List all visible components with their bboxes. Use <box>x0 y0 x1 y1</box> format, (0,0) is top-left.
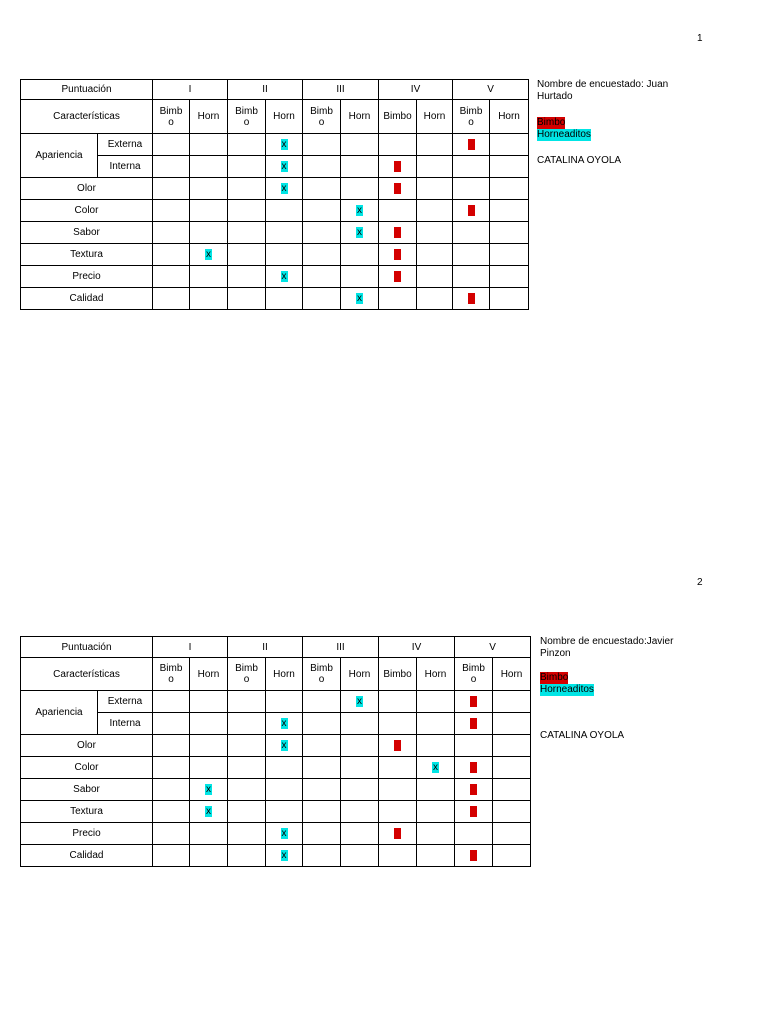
score-cell <box>228 134 266 156</box>
sub-header: Bimb o <box>455 658 493 691</box>
score-cell <box>455 823 493 845</box>
score-cell <box>190 222 228 244</box>
mark-horneaditos: x <box>281 139 287 150</box>
score-cell <box>153 222 190 244</box>
row-label: Textura <box>21 244 153 266</box>
sub-header: Bimb o <box>153 658 190 691</box>
score-cell <box>153 200 190 222</box>
score-cell <box>490 244 529 266</box>
header-score: IV <box>379 637 455 658</box>
sub-header: Horn <box>190 100 228 134</box>
score-cell <box>341 134 379 156</box>
score-cell <box>490 200 529 222</box>
score-cell <box>153 134 190 156</box>
score-cell <box>303 713 341 735</box>
score-cell <box>379 691 417 713</box>
header-puntuacion: Puntuación <box>21 80 153 100</box>
score-cell <box>341 288 379 310</box>
score-cell <box>190 200 228 222</box>
score-cell <box>153 244 190 266</box>
respondent-name: Nombre de encuestado: Juan Hurtado <box>537 79 669 102</box>
score-cell <box>190 266 228 288</box>
score-cell <box>303 845 341 867</box>
header-caracteristicas: Características <box>21 100 153 134</box>
legend-bimbo: Bimbo <box>540 672 569 683</box>
score-cell <box>417 713 455 735</box>
score-cell <box>266 156 303 178</box>
score-cell <box>417 779 455 801</box>
score-cell <box>379 735 417 757</box>
score-cell <box>453 222 490 244</box>
score-cell <box>453 244 490 266</box>
survey-info <box>540 636 690 742</box>
score-cell <box>153 288 190 310</box>
score-cell <box>417 200 453 222</box>
score-cell <box>303 757 341 779</box>
table-row <box>21 244 529 266</box>
mark-bimbo: x <box>471 718 477 729</box>
score-cell <box>228 845 266 867</box>
legend-bimbo: Bimbo <box>537 117 566 128</box>
mark-bimbo: x <box>468 139 474 150</box>
legend-horneaditos: Horneaditos <box>537 129 591 140</box>
score-cell <box>341 200 379 222</box>
score-cell <box>453 266 490 288</box>
score-cell <box>493 735 531 757</box>
score-cell <box>379 200 417 222</box>
score-cell <box>455 691 493 713</box>
mark-horneaditos: x <box>357 293 363 304</box>
row-label-sub: Interna <box>98 156 153 178</box>
score-cell <box>266 288 303 310</box>
score-cell <box>190 691 228 713</box>
table-row <box>21 134 529 156</box>
score-cell <box>228 823 266 845</box>
score-cell <box>153 178 190 200</box>
score-cell <box>379 845 417 867</box>
score-cell <box>341 823 379 845</box>
score-cell <box>190 757 228 779</box>
score-cell <box>453 134 490 156</box>
score-cell <box>341 691 379 713</box>
mark-bimbo: x <box>471 696 477 707</box>
mark-horneaditos: x <box>206 249 212 260</box>
score-cell <box>228 156 266 178</box>
score-cell <box>455 735 493 757</box>
mark-bimbo: x <box>468 205 474 216</box>
score-cell <box>266 735 303 757</box>
score-cell <box>341 757 379 779</box>
score-cell <box>379 178 417 200</box>
score-cell <box>455 801 493 823</box>
score-cell <box>303 156 341 178</box>
score-cell <box>417 757 455 779</box>
score-cell <box>153 757 190 779</box>
score-cell <box>153 691 190 713</box>
sub-header: Horn <box>417 100 453 134</box>
sub-header: Horn <box>493 658 531 691</box>
mark-bimbo: x <box>395 740 401 751</box>
score-cell <box>341 178 379 200</box>
score-cell <box>266 713 303 735</box>
score-cell <box>493 757 531 779</box>
score-cell <box>379 801 417 823</box>
sub-header: Bimbo <box>379 658 417 691</box>
score-cell <box>303 200 341 222</box>
sub-header: Bimb o <box>453 100 490 134</box>
mark-horneaditos: x <box>281 850 287 861</box>
mark-horneaditos: x <box>357 227 363 238</box>
table-row <box>21 178 529 200</box>
score-cell <box>266 266 303 288</box>
score-cell <box>379 266 417 288</box>
row-label: Olor <box>21 178 153 200</box>
mark-bimbo: x <box>471 806 477 817</box>
score-cell <box>417 288 453 310</box>
row-label: Olor <box>21 735 153 757</box>
sub-header: Bimb o <box>303 100 341 134</box>
score-cell <box>493 801 531 823</box>
score-cell <box>153 845 190 867</box>
score-cell <box>228 757 266 779</box>
score-cell <box>266 244 303 266</box>
score-cell <box>490 178 529 200</box>
row-label-sub: Externa <box>98 134 153 156</box>
score-cell <box>228 713 266 735</box>
score-cell <box>417 156 453 178</box>
score-cell <box>266 200 303 222</box>
table-row <box>21 845 531 867</box>
sub-header: Horn <box>266 658 303 691</box>
sub-header: Bimb o <box>153 100 190 134</box>
mark-bimbo: x <box>395 271 401 282</box>
score-cell <box>303 222 341 244</box>
score-cell <box>341 266 379 288</box>
score-cell <box>490 134 529 156</box>
score-cell <box>266 757 303 779</box>
surveyor-name: CATALINA OYOLA <box>540 730 625 741</box>
row-label: Color <box>21 757 153 779</box>
header-puntuacion: Puntuación <box>21 637 153 658</box>
score-cell <box>303 735 341 757</box>
score-cell <box>266 178 303 200</box>
score-cell <box>453 178 490 200</box>
score-cell <box>266 134 303 156</box>
score-cell <box>228 178 266 200</box>
score-cell <box>493 691 531 713</box>
row-label: Sabor <box>21 779 153 801</box>
mark-horneaditos: x <box>281 718 287 729</box>
mark-horneaditos: x <box>281 740 287 751</box>
table-row <box>21 156 529 178</box>
page-number: 2 <box>697 577 703 588</box>
table-row <box>21 801 531 823</box>
score-cell <box>453 156 490 178</box>
score-cell <box>379 288 417 310</box>
header-score: I <box>153 637 228 658</box>
mark-horneaditos: x <box>357 205 363 216</box>
header-caracteristicas: Características <box>21 658 153 691</box>
score-cell <box>266 801 303 823</box>
table-row <box>21 713 531 735</box>
score-cell <box>417 823 455 845</box>
score-cell <box>190 779 228 801</box>
mark-bimbo: x <box>395 828 401 839</box>
mark-bimbo: x <box>471 762 477 773</box>
mark-bimbo: x <box>395 183 401 194</box>
score-cell <box>417 735 455 757</box>
score-cell <box>417 801 455 823</box>
mark-horneaditos: x <box>357 696 363 707</box>
sub-header: Horn <box>266 100 303 134</box>
score-cell <box>190 288 228 310</box>
table-row <box>21 757 531 779</box>
score-cell <box>303 288 341 310</box>
score-cell <box>303 178 341 200</box>
score-cell <box>379 779 417 801</box>
score-cell <box>379 156 417 178</box>
score-cell <box>228 200 266 222</box>
score-cell <box>341 801 379 823</box>
score-cell <box>228 244 266 266</box>
mark-horneaditos: x <box>206 784 212 795</box>
legend-horneaditos: Horneaditos <box>540 684 594 695</box>
score-cell <box>190 713 228 735</box>
header-score: II <box>228 637 303 658</box>
score-cell <box>153 735 190 757</box>
score-cell <box>417 178 453 200</box>
score-cell <box>303 691 341 713</box>
table-row <box>21 266 529 288</box>
score-cell <box>303 823 341 845</box>
score-cell <box>190 823 228 845</box>
score-cell <box>228 266 266 288</box>
mark-bimbo: x <box>395 249 401 260</box>
score-cell <box>341 222 379 244</box>
group-label-apariencia: Apariencia <box>21 134 98 178</box>
header-score: III <box>303 80 379 100</box>
row-label-sub: Externa <box>98 691 153 713</box>
score-cell <box>417 691 455 713</box>
row-label: Precio <box>21 266 153 288</box>
score-cell <box>379 244 417 266</box>
survey-info <box>537 79 687 167</box>
mark-bimbo: x <box>395 227 401 238</box>
score-cell <box>417 222 453 244</box>
score-cell <box>190 801 228 823</box>
score-cell <box>453 288 490 310</box>
score-cell <box>490 266 529 288</box>
mark-horneaditos: x <box>433 762 439 773</box>
score-cell <box>303 266 341 288</box>
mark-horneaditos: x <box>281 828 287 839</box>
score-cell <box>341 735 379 757</box>
score-cell <box>228 735 266 757</box>
row-label-sub: Interna <box>98 713 153 735</box>
score-cell <box>455 713 493 735</box>
score-cell <box>341 156 379 178</box>
score-cell <box>455 757 493 779</box>
score-cell <box>228 222 266 244</box>
score-cell <box>153 779 190 801</box>
table-row <box>21 735 531 757</box>
score-cell <box>379 823 417 845</box>
row-label: Textura <box>21 801 153 823</box>
group-label-apariencia: Apariencia <box>21 691 98 735</box>
sub-header: Horn <box>190 658 228 691</box>
score-cell <box>153 266 190 288</box>
table-row <box>21 779 531 801</box>
mark-horneaditos: x <box>206 806 212 817</box>
score-cell <box>417 134 453 156</box>
score-cell <box>490 156 529 178</box>
survey-table <box>20 636 531 867</box>
header-score: V <box>453 80 529 100</box>
table-row <box>21 288 529 310</box>
score-cell <box>153 713 190 735</box>
table-row <box>21 222 529 244</box>
score-cell <box>266 779 303 801</box>
table-row <box>21 823 531 845</box>
header-score: V <box>455 637 531 658</box>
score-cell <box>379 222 417 244</box>
score-cell <box>228 779 266 801</box>
surveyor-name: CATALINA OYOLA <box>537 155 622 166</box>
mark-bimbo: x <box>395 161 401 172</box>
sub-header: Horn <box>417 658 455 691</box>
table-row <box>21 691 531 713</box>
score-cell <box>153 801 190 823</box>
score-cell <box>341 779 379 801</box>
header-score: II <box>228 80 303 100</box>
score-cell <box>341 244 379 266</box>
score-cell <box>455 845 493 867</box>
score-cell <box>341 845 379 867</box>
sub-header: Bimb o <box>303 658 341 691</box>
score-cell <box>266 691 303 713</box>
score-cell <box>190 244 228 266</box>
score-cell <box>455 779 493 801</box>
score-cell <box>417 845 455 867</box>
score-cell <box>153 156 190 178</box>
row-label: Calidad <box>21 288 153 310</box>
header-score: I <box>153 80 228 100</box>
row-label: Sabor <box>21 222 153 244</box>
row-label: Color <box>21 200 153 222</box>
score-cell <box>266 845 303 867</box>
score-cell <box>190 134 228 156</box>
mark-horneaditos: x <box>281 161 287 172</box>
score-cell <box>379 757 417 779</box>
sub-header: Bimb o <box>228 100 266 134</box>
score-cell <box>490 288 529 310</box>
score-cell <box>493 779 531 801</box>
score-cell <box>303 244 341 266</box>
score-cell <box>228 801 266 823</box>
score-cell <box>303 779 341 801</box>
sub-header: Horn <box>490 100 529 134</box>
respondent-name: Nombre de encuestado:Javier Pinzon <box>540 636 674 659</box>
page-number: 1 <box>697 33 703 44</box>
score-cell <box>228 691 266 713</box>
score-cell <box>493 823 531 845</box>
score-cell <box>341 713 379 735</box>
sub-header: Horn <box>341 658 379 691</box>
score-cell <box>190 156 228 178</box>
score-cell <box>417 266 453 288</box>
survey-table <box>20 79 529 310</box>
score-cell <box>153 823 190 845</box>
score-cell <box>379 134 417 156</box>
score-cell <box>303 134 341 156</box>
score-cell <box>266 823 303 845</box>
score-cell <box>190 735 228 757</box>
row-label: Precio <box>21 823 153 845</box>
sub-header: Bimb o <box>228 658 266 691</box>
score-cell <box>190 178 228 200</box>
score-cell <box>266 222 303 244</box>
score-cell <box>490 222 529 244</box>
mark-bimbo: x <box>468 293 474 304</box>
mark-horneaditos: x <box>281 183 287 194</box>
score-cell <box>417 244 453 266</box>
score-cell <box>379 713 417 735</box>
mark-bimbo: x <box>471 850 477 861</box>
score-cell <box>493 845 531 867</box>
score-cell <box>493 713 531 735</box>
legend <box>537 117 687 141</box>
legend <box>540 672 690 696</box>
sub-header: Horn <box>341 100 379 134</box>
header-score: III <box>303 637 379 658</box>
score-cell <box>228 288 266 310</box>
header-score: IV <box>379 80 453 100</box>
score-cell <box>190 845 228 867</box>
mark-horneaditos: x <box>281 271 287 282</box>
table-row <box>21 200 529 222</box>
row-label: Calidad <box>21 845 153 867</box>
mark-bimbo: x <box>471 784 477 795</box>
score-cell <box>453 200 490 222</box>
sub-header: Bimbo <box>379 100 417 134</box>
score-cell <box>303 801 341 823</box>
